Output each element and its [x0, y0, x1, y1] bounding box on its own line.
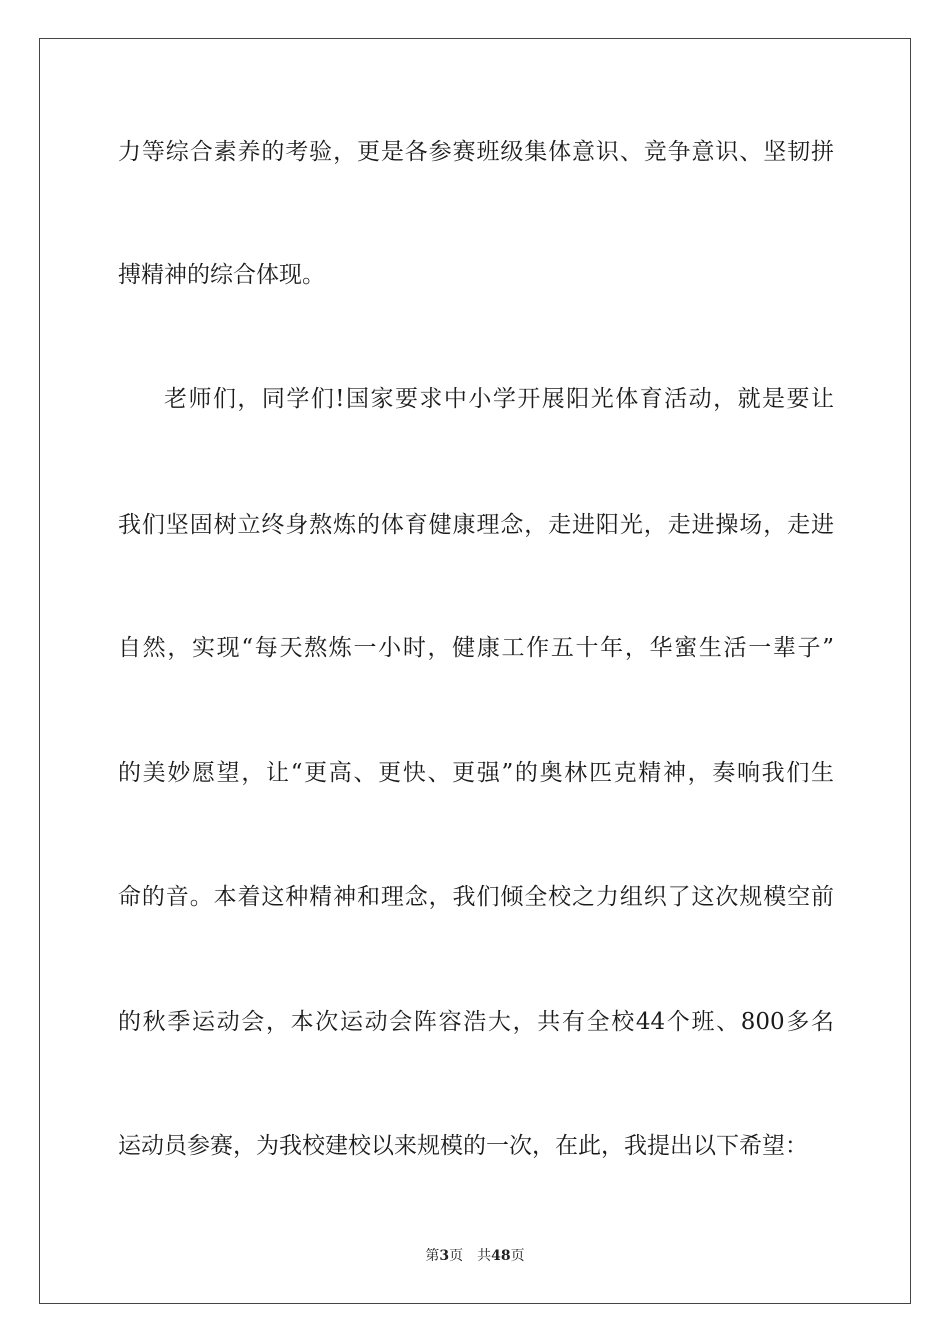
- page-border: [39, 38, 911, 1304]
- page-footer: [0, 1246, 950, 1266]
- text-line-2: 搏精神的综合体现。: [118, 262, 325, 288]
- text-line-7: 命的音。本着这种精神和理念，我们倾全校之力组织了这次规模空前: [118, 884, 834, 910]
- text-line-9: 运动员参赛，为我校建校以来规模的一次，在此，我提出以下希望：: [118, 1133, 808, 1159]
- text-line-5: 自然，实现“每天熬炼一小时，健康工作五十年，华蜜生活一辈子”: [118, 635, 834, 661]
- text-line-4: 我们坚固树立终身熬炼的体育健康理念，走进阳光，走进操场，走进: [118, 512, 834, 538]
- page-number: 3: [439, 1248, 450, 1264]
- text-line-6: 的美妙愿望，让“更高、更快、更强”的奥林匹克精神，奏响我们生: [118, 760, 834, 786]
- text-line-1: 力等综合素养的考验，更是各参赛班级集体意识、竞争意识、坚韧拼: [118, 139, 834, 165]
- page-suffix: 页: [449, 1248, 464, 1264]
- total-prefix: 共: [477, 1248, 492, 1264]
- total-suffix: 页: [510, 1248, 525, 1264]
- text-line-8: 的秋季运动会，本次运动会阵容浩大，共有全校44个班、800多名: [118, 1009, 834, 1035]
- total-pages: 48: [491, 1248, 511, 1264]
- page-prefix: 第: [425, 1248, 440, 1264]
- text-line-3: 老师们，同学们!国家要求中小学开展阳光体育活动，就是要让: [164, 386, 834, 412]
